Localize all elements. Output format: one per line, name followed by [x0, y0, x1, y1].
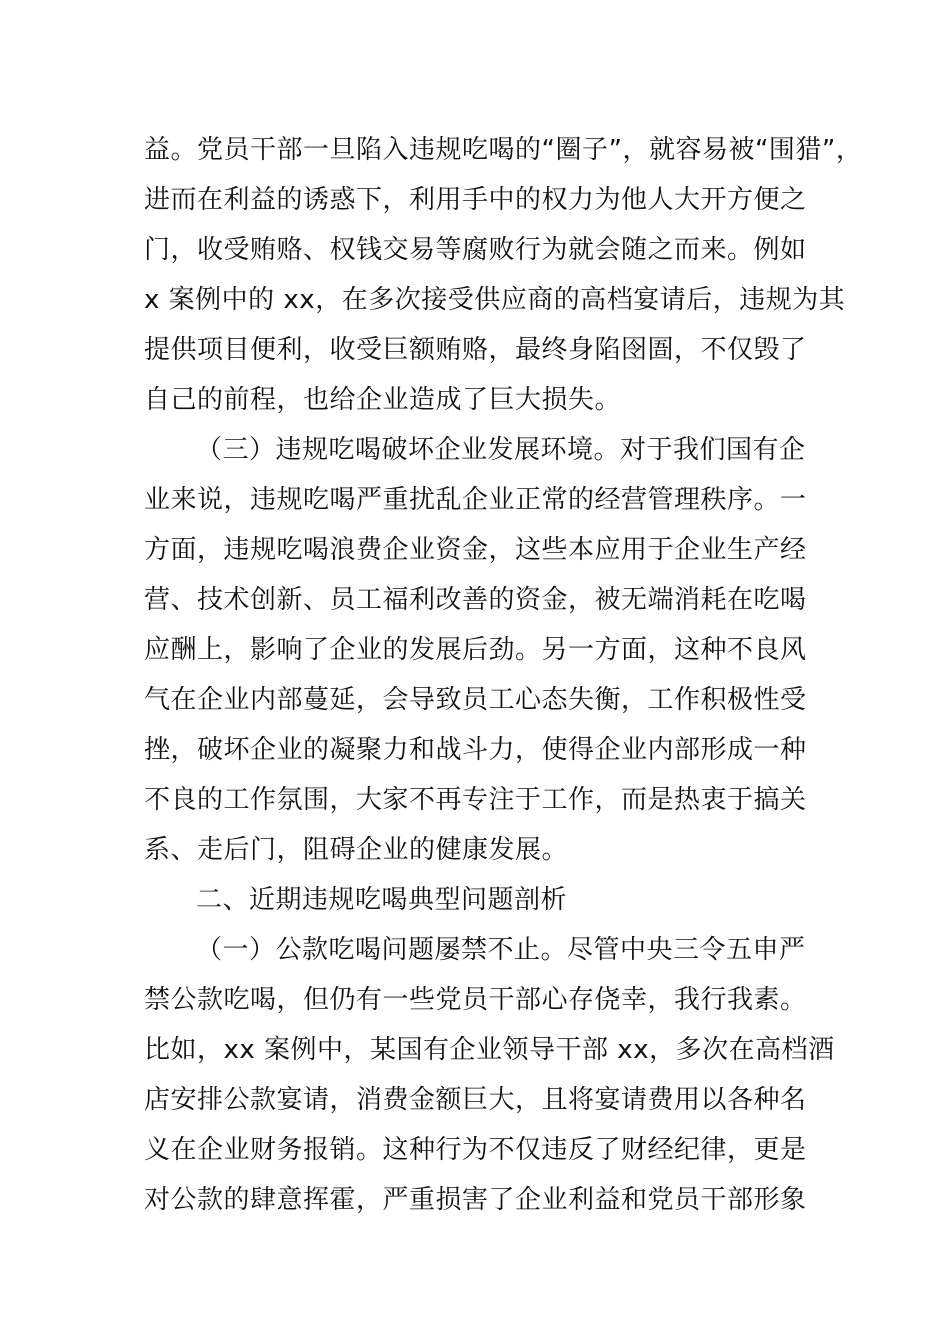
paragraph-line: 比如，xx 案例中，某国有企业领导干部 xx，多次在高档酒	[144, 1035, 835, 1065]
paragraph-line: 不良的工作氛围，大家不再专注于工作，而是热衷于搞关	[144, 785, 807, 815]
section-heading-line: （三）违规吃喝破坏企业发展环境。对于我们国有企	[196, 435, 806, 465]
paragraph-line: 门，收受贿赂、权钱交易等腐败行为就会随之而来。例如	[144, 235, 807, 265]
paragraph-line: 应酬上，影响了企业的发展后劲。另一方面，这种不良风	[144, 635, 807, 665]
paragraph-line: 益。党员干部一旦陷入违规吃喝的“圈子”，就容易被“围猎”，	[144, 135, 863, 165]
paragraph-line: 气在企业内部蔓延，会导致员工心态失衡，工作积极性受	[144, 685, 807, 715]
paragraph-line: 禁公款吃喝，但仍有一些党员干部心存侥幸，我行我素。	[144, 985, 807, 1015]
paragraph-line: 义在企业财务报销。这种行为不仅违反了财经纪律，更是	[144, 1135, 807, 1165]
paragraph-line: 自己的前程，也给企业造成了巨大损失。	[144, 385, 622, 415]
paragraph-line: 店安排公款宴请，消费金额巨大，且将宴请费用以各种名	[144, 1085, 807, 1115]
paragraph-line: 对公款的肆意挥霍，严重损害了企业利益和党员干部形象	[144, 1185, 807, 1215]
paragraph-line: 进而在利益的诱惑下，利用手中的权力为他人大开方便之	[144, 185, 807, 215]
chapter-heading: 二、近期违规吃喝典型问题剖析	[196, 885, 568, 915]
paragraph-line: 业来说，违规吃喝严重扰乱企业正常的经营管理秩序。一	[144, 485, 807, 515]
paragraph-line: 方面，违规吃喝浪费企业资金，这些本应用于企业生产经	[144, 535, 807, 565]
section-heading-line: （一）公款吃喝问题屡禁不止。尽管中央三令五申严	[196, 935, 806, 965]
paragraph-line: 营、技术创新、员工福利改善的资金，被无端消耗在吃喝	[144, 585, 807, 615]
paragraph-line: 提供项目便利，收受巨额贿赂，最终身陷囹圄，不仅毁了	[144, 335, 807, 365]
paragraph-line: 系、走后门，阻碍企业的健康发展。	[144, 835, 569, 865]
paragraph-line: x 案例中的 xx，在多次接受供应商的高档宴请后，违规为其	[144, 285, 846, 315]
paragraph-line: 挫，破坏企业的凝聚力和战斗力，使得企业内部形成一种	[144, 735, 807, 765]
